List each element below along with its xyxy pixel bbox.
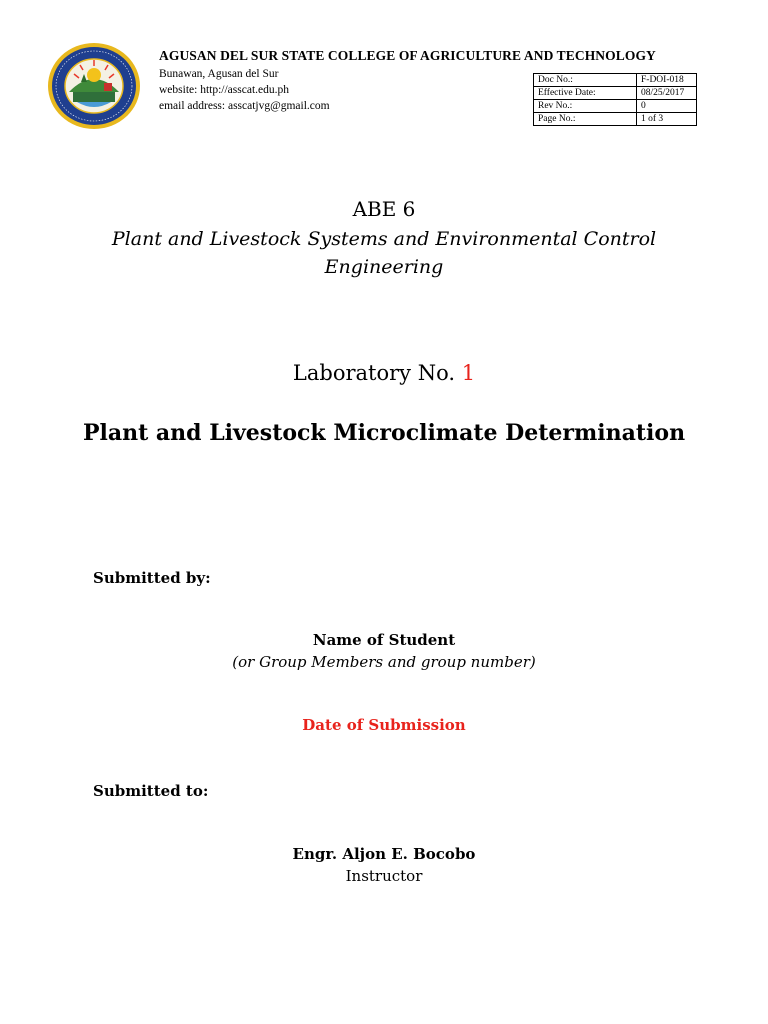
submitted-to-label: Submitted to: — [93, 782, 209, 800]
group-note: (or Group Members and group number) — [232, 653, 536, 671]
date-of-submission: Date of Submission — [302, 716, 466, 734]
page-no-value: 1 of 3 — [637, 113, 697, 126]
course-title-text: Plant and Livestock Systems and Environmental Control Engineering — [111, 228, 657, 278]
course-title — [0, 225, 768, 281]
effective-date-value: 08/25/2017 — [637, 87, 697, 100]
rev-no-label: Rev No.: — [534, 100, 637, 113]
instructor-name: Engr. Aljon E. Bocobo — [292, 845, 476, 863]
instructor-role: Instructor — [345, 867, 423, 885]
lab-number: 1 — [461, 361, 476, 385]
doc-no-label: Doc No.: — [534, 74, 637, 87]
table-row — [534, 113, 697, 126]
table-row — [534, 100, 697, 113]
college-address: Bunawan, Agusan del Sur — [159, 68, 279, 80]
effective-date-label: Effective Date: — [534, 87, 637, 100]
college-website: website: http://asscat.edu.ph — [159, 84, 289, 96]
college-seal-icon — [47, 42, 141, 130]
course-code: ABE 6 — [352, 197, 416, 221]
rev-no-value: 0 — [637, 100, 697, 113]
college-email: email address: asscatjvg@gmail.com — [159, 100, 330, 112]
table-row — [534, 87, 697, 100]
lab-heading — [0, 361, 768, 385]
lab-label: Laboratory No. — [292, 361, 456, 385]
student-name: Name of Student — [312, 631, 456, 649]
page-no-label: Page No.: — [534, 113, 637, 126]
lab-topic: Plant and Livestock Microclimate Determination — [82, 420, 686, 446]
college-name: AGUSAN DEL SUR STATE COLLEGE OF AGRICULTURE AND TECHNOLOGY — [159, 48, 656, 63]
document-control-table — [533, 73, 697, 126]
table-row — [534, 74, 697, 87]
submitted-by-label: Submitted by: — [93, 569, 211, 587]
doc-no-value: F-DOI-018 — [637, 74, 697, 87]
